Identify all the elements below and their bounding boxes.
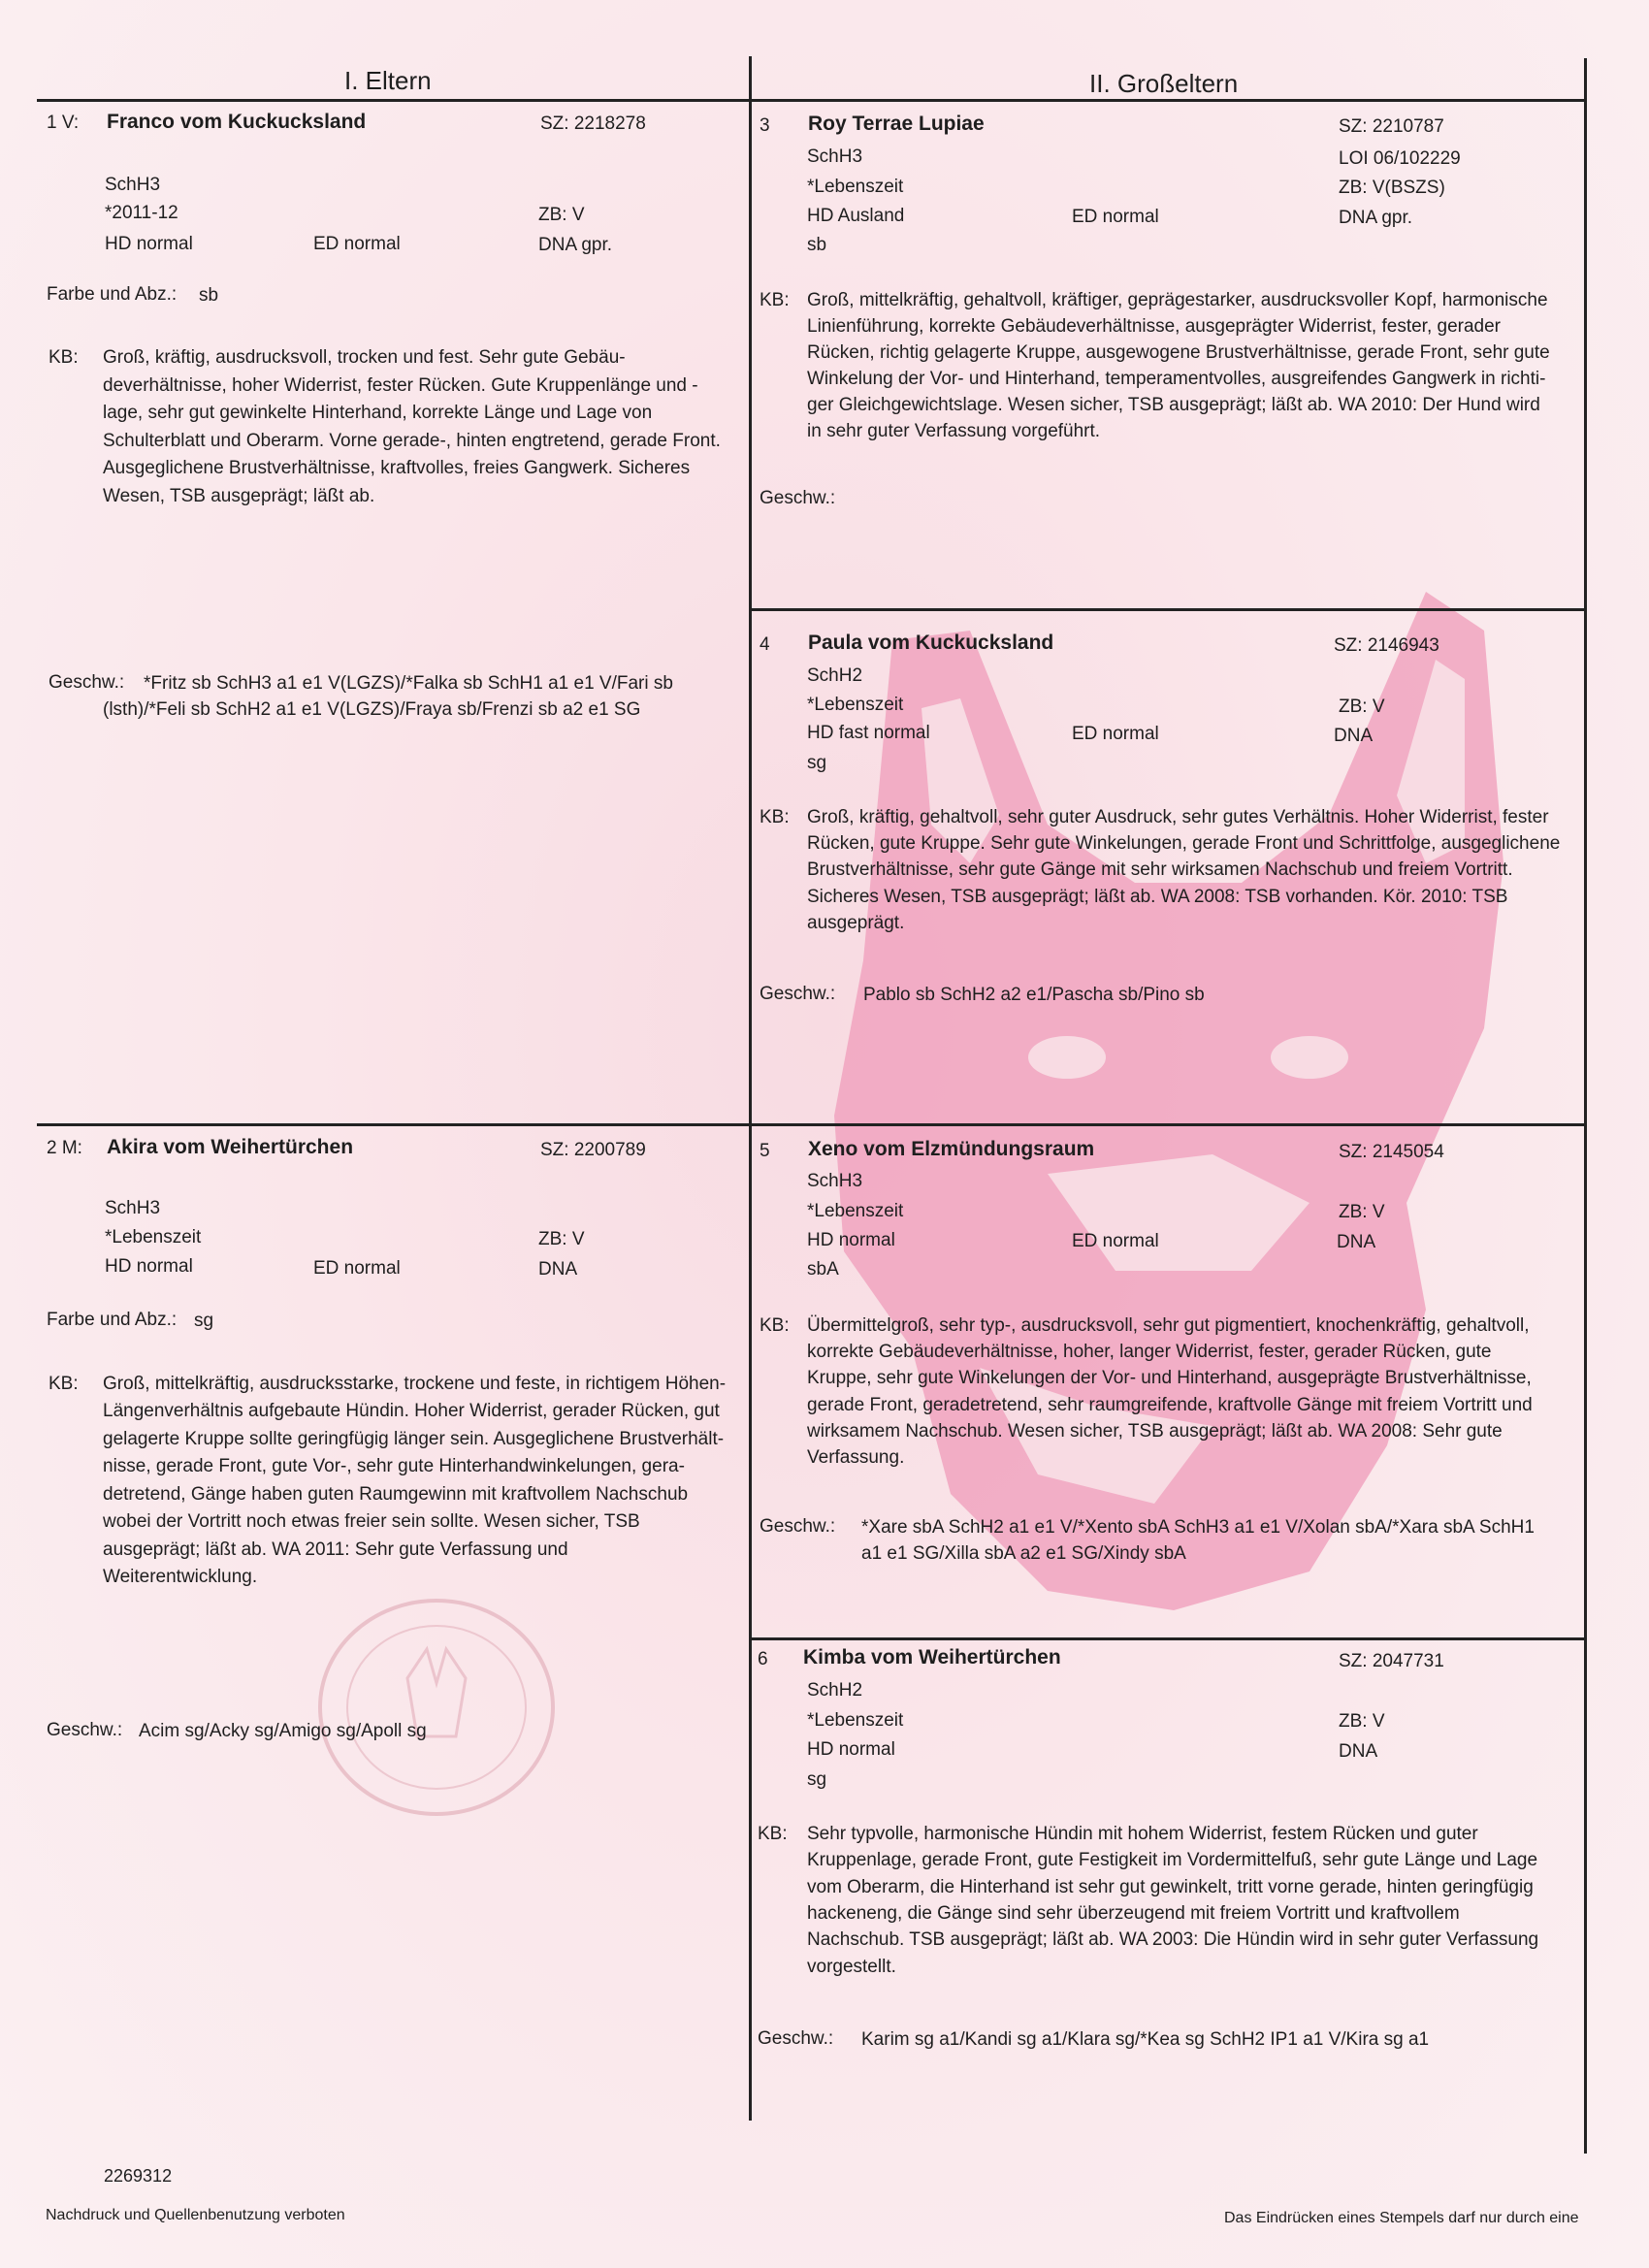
gp3-kb-line: in sehr guter Verfassung vorgeführt.: [807, 421, 1101, 441]
gp4-title: SchH2: [807, 665, 863, 686]
gp5-geschw-label: Geschw.:: [760, 1516, 836, 1537]
gp3-geschw-label: Geschw.:: [760, 488, 836, 508]
father-born: *2011-12: [105, 203, 178, 223]
gp4-dna: DNA: [1334, 726, 1374, 746]
father-hd: HD normal: [105, 234, 193, 254]
gp4-name: Paula vom Kuckucksland: [808, 632, 1054, 654]
gp3-number: 3: [760, 115, 770, 136]
gp6-title: SchH2: [807, 1680, 863, 1701]
gp5-zb: ZB: V: [1339, 1202, 1385, 1222]
father-farbe: sb: [199, 285, 219, 306]
header-parents: I. Eltern: [344, 66, 432, 95]
gp5-geschw-line: a1 e1 SG/Xilla sbA a2 e1 SG/Xindy sbA: [861, 1543, 1186, 1564]
gp4-born: *Lebenszeit: [807, 695, 904, 715]
gp6-color: sg: [807, 1769, 827, 1790]
center-divider: [749, 56, 752, 2121]
gp4-kb-line: Rücken, gute Kruppe. Sehr gute Winkelungen, gerade Front und Schrittfolge, ausgeglichene: [807, 833, 1561, 854]
gp5-kb-label: KB:: [760, 1315, 790, 1336]
gp3-kb-line: Rücken, richtig gelagerte Kruppe, ausgewogene Brustverhältnisse, gerade Front, sehr gute: [807, 342, 1550, 363]
mother-kb-line: wobei der Vortritt noch etwas freier sein sollte. Wesen sicher, TSB: [103, 1511, 640, 1532]
mother-farbe-label: Farbe und Abz.:: [47, 1310, 178, 1330]
gp5-born: *Lebenszeit: [807, 1201, 904, 1221]
gp3-kb-line: Groß, mittelkräftig, gehaltvoll, kräftiger, geprägestarker, ausdrucksvoller Kopf, harmonische: [807, 290, 1548, 310]
gp5-kb-line: Verfassung.: [807, 1447, 905, 1468]
gp5-dna: DNA: [1337, 1232, 1376, 1252]
header-divider: [37, 99, 1586, 102]
mother-kb-line: ausgeprägt; läßt ab. WA 2011: Sehr gute Verfassung und: [103, 1539, 568, 1560]
gp3-zb: ZB: V(BSZS): [1339, 178, 1445, 198]
father-farbe-label: Farbe und Abz.:: [47, 284, 178, 305]
father-kb-line: Schulterblatt und Oberarm. Vorne gerade-, hinten engtretend, gerade Front.: [103, 431, 721, 451]
father-kb-line: Wesen, TSB ausgeprägt; läßt ab.: [103, 486, 375, 506]
mother-kb-line: detretend, Gänge haben guten Raumgewinn mit kraftvollem Nachschub: [103, 1484, 689, 1505]
mother-name: Akira vom Weihertürchen: [107, 1136, 354, 1158]
mother-kb-line: nisse, gerade Front, gute Vor-, sehr gute Hinterhandwinkelungen, gera-: [103, 1456, 685, 1476]
gp3-title: SchH3: [807, 146, 863, 167]
gp3-kb-line: Winkelung der Vor- und Hinterhand, temperamentvolles, ausgreifendes Gangwerk in richti-: [807, 369, 1546, 389]
gp5-ed: ED normal: [1072, 1231, 1159, 1251]
gp3-dna: DNA gpr.: [1339, 208, 1413, 228]
gp6-kb-label: KB:: [758, 1824, 788, 1844]
gp4-geschw-line: Pablo sb SchH2 a2 e1/Pascha sb/Pino sb: [863, 985, 1205, 1005]
gp4-sz: SZ: 2146943: [1334, 635, 1439, 656]
mother-hd: HD normal: [105, 1256, 193, 1277]
mother-number: 2 M:: [47, 1138, 82, 1158]
gp3-hd: HD Ausland: [807, 206, 905, 226]
gp6-kb-line: hackeneng, die Gänge sind sehr überzeugend mit freiem Vortritt und kraftvollem: [807, 1903, 1460, 1924]
gp3-kb-line: ger Gleichgewichtslage. Wesen sicher, TSB ausgeprägt; läßt ab. WA 2010: Der Hund wird: [807, 395, 1540, 415]
father-title: SchH3: [105, 175, 161, 195]
gp3-kb-line: Linienführung, korrekte Gebäudeverhältnisse, ausgeprägter Widerrist, fester, gerader: [807, 316, 1502, 337]
mother-born: *Lebenszeit: [105, 1227, 202, 1247]
mother-kb-line: Längenverhältnis aufgebaute Hündin. Hoher Widerrist, gerader Rücken, gut: [103, 1401, 720, 1421]
document-number: 2269312: [104, 2166, 173, 2186]
gp5-hd: HD normal: [807, 1230, 895, 1250]
mother-title: SchH3: [105, 1198, 161, 1218]
row-divider-3-4: [749, 608, 1585, 611]
gp5-kb-line: korrekte Gebäudeverhältnisse, hoher, langer Widerrist, fester, gerader Rücken, gute: [807, 1342, 1492, 1362]
mother-kb-line: Weiterentwicklung.: [103, 1567, 258, 1587]
gp5-kb-line: Übermittelgroß, sehr typ-, ausdrucksvoll, sehr gut pigmentiert, knochenkräftig, gehaltvoll,: [807, 1315, 1530, 1336]
gp6-kb-line: vorgestellt.: [807, 1957, 896, 1977]
gp6-zb: ZB: V: [1339, 1711, 1385, 1732]
gp4-kb-line: Brustverhältnisse, sehr gute Gänge mit sehr wirksamen Nachschub und freiem Vortritt.: [807, 859, 1513, 880]
gp6-geschw-label: Geschw.:: [758, 2028, 834, 2049]
mother-zb: ZB: V: [538, 1229, 585, 1249]
father-name: Franco vom Kuckucksland: [107, 111, 367, 133]
gp4-kb-line: Groß, kräftig, gehaltvoll, sehr guter Ausdruck, sehr gutes Verhältnis. Hoher Widerrist, fester: [807, 807, 1549, 827]
gp3-sz: SZ: 2210787: [1339, 116, 1444, 137]
gp6-number: 6: [758, 1649, 768, 1669]
gp5-color: sbA: [807, 1259, 839, 1280]
gp4-hd: HD fast normal: [807, 723, 930, 743]
club-seal-icon: [310, 1591, 563, 1824]
gp5-sz: SZ: 2145054: [1339, 1142, 1444, 1162]
father-kb-line: deverhältnisse, hoher Widerrist, fester Rücken. Gute Kruppenlänge und -: [103, 375, 698, 396]
gp4-number: 4: [760, 634, 770, 655]
gp4-color: sg: [807, 753, 827, 773]
father-dna: DNA gpr.: [538, 235, 613, 255]
gp6-name: Kimba vom Weihertürchen: [803, 1646, 1061, 1669]
gp6-kb-line: Nachschub. TSB ausgeprägt; läßt ab. WA 2003: Die Hündin wird in sehr guter Verfassung: [807, 1929, 1539, 1950]
gp6-sz: SZ: 2047731: [1339, 1651, 1444, 1671]
gp6-born: *Lebenszeit: [807, 1710, 904, 1731]
father-sz: SZ: 2218278: [540, 113, 646, 134]
mother-ed: ED normal: [313, 1258, 401, 1279]
gp3-born: *Lebenszeit: [807, 177, 904, 197]
gp4-kb-label: KB:: [760, 807, 790, 827]
mother-dna: DNA: [538, 1259, 578, 1280]
gp6-kb-line: Kruppenlage, gerade Front, gute Festigkeit im Vordermittelfuß, sehr gute Länge und Lage: [807, 1850, 1538, 1870]
gp5-name: Xeno vom Elzmündungsraum: [808, 1138, 1095, 1160]
gp5-kb-line: Kruppe, sehr gute Winkelungen der Vor- und Hinterhand, ausgeprägte Brustverhältnisse,: [807, 1368, 1532, 1388]
mother-farbe: sg: [194, 1311, 214, 1331]
father-geschw-label: Geschw.:: [48, 672, 125, 693]
mother-kb-line: Groß, mittelkräftig, ausdrucksstarke, trockene und feste, in richtigem Höhen-: [103, 1374, 727, 1394]
father-number: 1 V:: [47, 113, 80, 133]
mother-kb-label: KB:: [48, 1374, 79, 1394]
row-divider-5-6: [749, 1637, 1585, 1640]
gp3-color: sb: [807, 235, 827, 255]
father-geschw-line: *Fritz sb SchH3 a1 e1 V(LGZS)/*Falka sb SchH1 a1 e1 V/Fari sb: [144, 673, 673, 694]
gp5-kb-line: wirksamem Nachschub. Wesen sicher, TSB ausgeprägt; läßt ab. WA 2008: Sehr gute: [807, 1421, 1503, 1442]
mother-sz: SZ: 2200789: [540, 1140, 646, 1160]
father-kb-label: KB:: [48, 347, 79, 368]
gp6-geschw-line: Karim sg a1/Kandi sg a1/Klara sg/*Kea sg SchH2 IP1 a1 V/Kira sg a1: [861, 2029, 1430, 2050]
gp4-ed: ED normal: [1072, 724, 1159, 744]
father-ed: ED normal: [313, 234, 401, 254]
gp5-geschw-line: *Xare sbA SchH2 a1 e1 V/*Xento sbA SchH3 a1 e1 V/Xolan sbA/*Xara sbA SchH1: [861, 1517, 1535, 1538]
father-kb-line: Ausgeglichene Brustverhältnisse, kraftvolles, freies Gangwerk. Sicheres: [103, 458, 691, 478]
father-zb: ZB: V: [538, 205, 585, 225]
gp3-name: Roy Terrae Lupiae: [808, 113, 985, 135]
right-border: [1584, 58, 1587, 2154]
gp5-kb-line: gerade Front, geradetretend, sehr raumgreifende, kraftvolle Gänge mit freiem Vortritt und: [807, 1395, 1533, 1415]
gp5-title: SchH3: [807, 1171, 863, 1191]
father-kb-line: Groß, kräftig, ausdrucksvoll, trocken und fest. Sehr gute Gebäu-: [103, 347, 626, 368]
gp5-number: 5: [760, 1141, 770, 1161]
gp4-kb-line: Sicheres Wesen, TSB ausgeprägt; läßt ab. WA 2008: TSB vorhanden. Kör. 2010: TSB: [807, 887, 1508, 907]
gp6-hd: HD normal: [807, 1739, 895, 1760]
gp3-ed: ED normal: [1072, 207, 1159, 227]
gp6-kb-line: Sehr typvolle, harmonische Hündin mit hohem Widerrist, festem Rücken und guter: [807, 1824, 1478, 1844]
mother-geschw-label: Geschw.:: [47, 1720, 123, 1740]
gp4-zb: ZB: V: [1339, 697, 1385, 717]
gp4-geschw-label: Geschw.:: [760, 984, 836, 1004]
gp4-kb-line: ausgeprägt.: [807, 913, 905, 933]
mother-kb-line: gelagerte Kruppe sollte geringfügig länger sein. Ausgeglichene Brustverhält-: [103, 1429, 725, 1449]
stamp-notice: Das Eindrücken eines Stempels darf nur durch eine: [1224, 2210, 1579, 2226]
reprint-notice: Nachdruck und Quellenbenutzung verboten: [46, 2207, 345, 2223]
header-grandparents: II. Großeltern: [1089, 69, 1239, 98]
row-divider-parents: [37, 1123, 1586, 1126]
gp3-kb-label: KB:: [760, 290, 790, 310]
gp3-loi: LOI 06/102229: [1339, 148, 1461, 169]
gp6-dna: DNA: [1339, 1741, 1378, 1762]
gp6-kb-line: vom Oberarm, die Hinterhand ist sehr gut gewinkelt, tritt vorne gerade, hinten geringfügig: [807, 1877, 1534, 1897]
father-kb-line: lage, sehr gut gewinkelte Hinterhand, korrekte Länge und Lage von: [103, 403, 653, 423]
father-geschw-line: (lsth)/*Feli sb SchH2 a1 e1 V(LGZS)/Fraya sb/Frenzi sb a2 e1 SG: [103, 699, 641, 720]
mother-geschw-line: Acim sg/Acky sg/Amigo sg/Apoll sg: [139, 1721, 427, 1741]
